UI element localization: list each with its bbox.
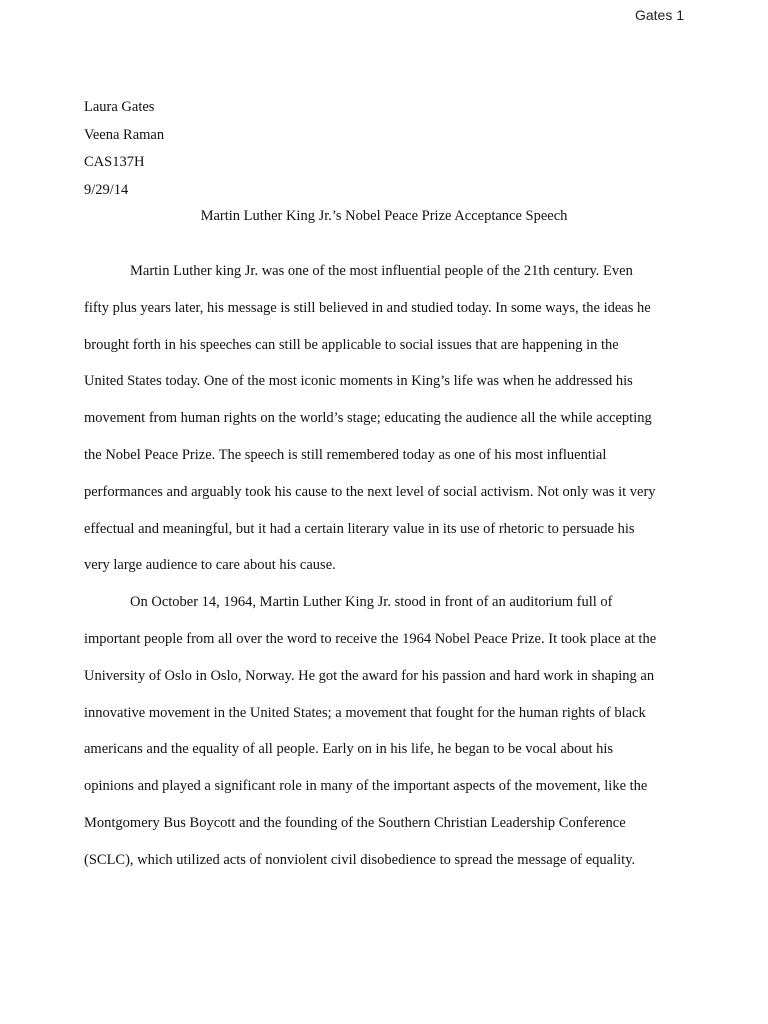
paragraph-line: opinions and played a significant role in many of the important aspects of the movement, like the (84, 778, 648, 795)
paragraph-line: movement from human rights on the world’s stage; educating the audience all the while accepting (84, 410, 652, 427)
essay-title: Martin Luther King Jr.’s Nobel Peace Prize Acceptance Speech (200, 208, 568, 224)
paragraph-line: brought forth in his speeches can still be applicable to social issues that are happening in the (84, 336, 619, 353)
paragraph-line: innovative movement in the United States; a movement that fought for the human rights of black (84, 704, 646, 721)
paragraph-line: performances and arguably took his cause to the next level of social activism. Not only was it very (84, 483, 656, 500)
paragraph-line: University of Oslo in Oslo, Norway. He got the award for his passion and hard work in shaping an (84, 667, 655, 684)
paragraph-2 (84, 584, 684, 878)
paragraph-line: very large audience to care about his cause. (84, 557, 336, 574)
instructor-name: Veena Raman (84, 126, 165, 143)
paragraph-line: United States today. One of the most iconic moments in King’s life was when he addressed his (84, 373, 633, 390)
paragraph-line: (SCLC), which utilized acts of nonviolent civil disobedience to spread the message of equality. (84, 851, 636, 868)
course-code: CAS137H (84, 154, 145, 170)
paragraph-line: Montgomery Bus Boycott and the founding of the Southern Christian Leadership Conference (84, 814, 626, 831)
paragraph-line: On October 14, 1964, Martin Luther King Jr. stood in front of an auditorium full of (130, 594, 613, 611)
paragraph-line: fifty plus years later, his message is still believed in and studied today. In some ways, the ideas he (84, 299, 651, 316)
essay-date: 9/29/14 (84, 181, 129, 198)
paragraph-line: effectual and meaningful, but it had a certain literary value in its use of rhetoric to persuade his (84, 520, 635, 537)
paragraph-line: americans and the equality of all people. Early on in his life, he began to be vocal about his (84, 741, 614, 758)
paragraph-1 (84, 253, 684, 584)
paragraph-line: the Nobel Peace Prize. The speech is still remembered today as one of his most influential (84, 446, 607, 463)
running-header: Gates 1 (634, 7, 684, 23)
paragraph-line: important people from all over the word to receive the 1964 Nobel Peace Prize. It took place at the (84, 630, 657, 647)
paragraph-line: Martin Luther king Jr. was one of the most influential people of the 21th century. Even (130, 263, 633, 279)
mla-heading (84, 94, 684, 204)
essay-body (84, 253, 684, 879)
student-name: Laura Gates (84, 99, 155, 115)
